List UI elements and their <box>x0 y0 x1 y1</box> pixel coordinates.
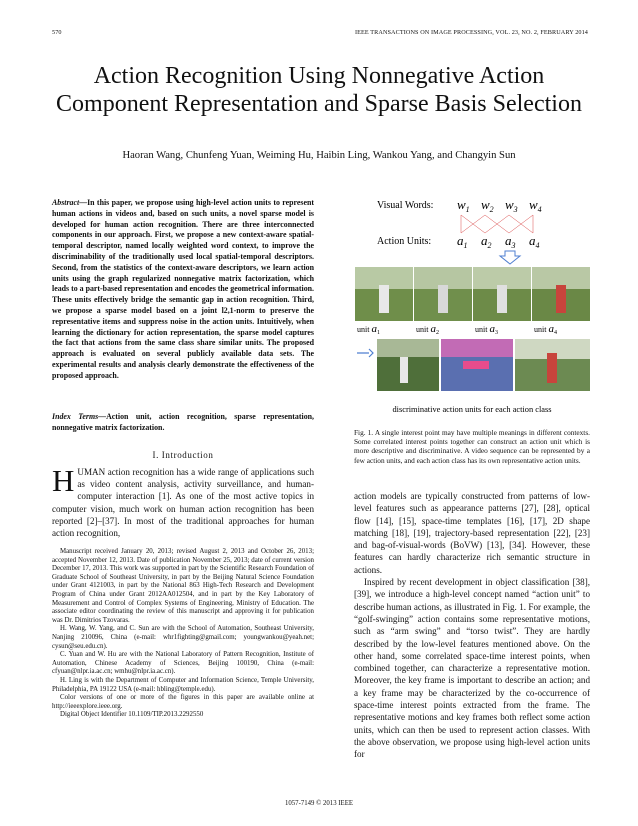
svg-text:w4: $w_4$ <box>529 197 542 214</box>
golf-frames <box>355 267 590 321</box>
unit-3: a <box>505 233 512 248</box>
word-symbols <box>457 197 542 214</box>
svg-text:w3: $w_3$ <box>505 197 518 214</box>
word-4: w <box>529 197 538 212</box>
unit-symbols <box>457 233 540 250</box>
index-terms-label: Index Terms <box>52 412 99 421</box>
abstract-label: Abstract <box>52 198 80 207</box>
abstract: Abstract—In this paper, we propose using high-level action units to represent human actions in videos and, based on such units, a novel sparse model is developed for human action recognition. There are three interconnected components in our approach. First, we propose a new context-aware spatial-temporal descriptor, named locally weighted word context, to improve the discriminability of the traditionally used local spatial-temporal descriptors. Second, from the statistics of the context-aware descriptors, we learn action units using the graph regularized nonnegative matrix factorization, which leads to a part-based representation and encodes the geometrical information. These units effectively bridge the semantic gap in action recognition. Third, we propose a sparse model based on a joint l2,1-norm to preserve the representative items and suppress noise in the action units. Intuitively, when learning the dictionary for action representation, the sparse model captures the fact that actions from the same class share similar units. The proposed approach is evaluated on several publicly available data sets. The experimental results and analysis clearly demonstrate the effectiveness of the proposed approach. <box>52 198 314 380</box>
intro-first-word: UMAN <box>77 467 106 477</box>
right-arrow-icon <box>357 349 373 357</box>
svg-text:a3: $a_3$ <box>505 233 516 250</box>
abstract-text: In this paper, we propose using high-level action units to represent human actions in videos and, based on such units, a novel sparse model is developed for human action recognition. There are three interconnected components in our approach. First, we propose a new context-aware spatial-temporal descriptor, named locally weighted word context, to improve the discriminability of the traditionally used local spatial-temporal descriptors. Second, from the statistics of the context-aware descriptors, we learn action units using the graph regularized nonnegative matrix factorization, which leads to a part-based representation and encodes the geometrical information. These units effectively bridge the semantic gap in action recognition. Third, we propose a sparse model based on a joint l2,1-norm to preserve the representative items and suppress noise in the action units. Intuitively, when learning the dictionary for action representation, the sparse model captures the fact that actions from the same class share similar units. The proposed approach is evaluated on several publicly available data sets. The experimental results and analysis clearly demonstrate the effectiveness of the proposed approach. <box>52 198 314 380</box>
word-3: w <box>505 197 514 212</box>
unit-label-4: unit <box>534 325 547 334</box>
svg-text:unit a3: unit $a_3$ <box>475 323 498 336</box>
intro-text: action recognition has a wide range of applications such as video content analysis, activity surveillance, and human-computer interaction [1]. As one of the most active topics in computer vision, much work on human action recognition has been reported [2]–[37]. In most of the traditional approaches for human action recognition, <box>52 467 314 539</box>
footnote-color: Color versions of one or more of the figures in this paper are available online at http://ieeexplore.ieee.org. <box>52 694 314 710</box>
paper-title: Action Recognition Using Nonnegative Action Component Representation and Sparse Basis Selection <box>56 63 582 117</box>
svg-text:a4: $a_4$ <box>529 233 540 250</box>
running-header: IEEE TRANSACTIONS ON IMAGE PROCESSING, VOL. 23, NO. 2, FEBRUARY 2014 <box>354 29 588 36</box>
footnotes <box>52 548 314 720</box>
figure-caption: Fig. 1. A single interest point may have multiple meanings in different contexts. Some correlated interest points together can construct an action unit which is more descriptive and discriminative. A video sequence can be represented by a few action units, and each action class has its own representative action units. <box>354 428 590 465</box>
footnote-manuscript: Manuscript received January 20, 2013; revised August 2, 2013 and October 26, 2013; accepted November 12, 2013. Date of publication November 25, 2013; date of current version December 17, 2013. This work was supported in part by the Scientific Research Foundation of Graduate School of Southeast University, in part by the Beijing Natural Science Foundation under Grant 4121003, in part by the National 863 High-Tech Research and Development Program of China under Grant 2012AA012504, and in part by the Key Laboratory of Measurement and Control of Complex Systems of Engineering, Ministry of Education. The associate editor coordinating the review of this manuscript and approving it for publication was Dr. Dimitrios Tzovaras. <box>52 548 314 624</box>
svg-text:unit a2: unit $a_2$ <box>416 323 439 336</box>
footnote-affil-1: H. Wang, W. Yang, and C. Sun are with the School of Automation, Southeast University, Nanjing 210096, China (e-mail: whr1fighting@gmail.com; youngwankou@yeah.net; cysun@seu.edu.cn). <box>52 625 314 650</box>
footnote-affil-3: H. Ling is with the Department of Computer and Information Science, Temple University, Philadelphia, PA 19122 USA (e-mail: hbling@temple.edu). <box>52 676 314 693</box>
action-units-label: Action Units: <box>377 236 432 247</box>
svg-text:unit a4: unit $a_4$ <box>534 323 557 336</box>
section-heading: I. Introduction <box>152 450 214 460</box>
down-arrow-icon <box>500 251 520 264</box>
unit-labels <box>357 323 557 336</box>
unit-4: a <box>529 233 536 248</box>
svg-text:w2: $w_2$ <box>481 197 494 214</box>
svg-text:w1: $w_1$ <box>457 197 470 214</box>
unit-label-2: unit <box>416 325 429 334</box>
discriminative-frames <box>377 339 590 391</box>
footnote-doi: Digital Object Identifier 10.1109/TIP.2013.2292550 <box>60 711 204 719</box>
footnote-affil-2: C. Yuan and W. Hu are with the National Laboratory of Pattern Recognition, Institute of Automation, Chinese Academy of Sciences, Beijing 100190, China (e-mail: cfyuan@nlpr.ia.ac.cn; wmhu@nlpr.ia.ac.cn). <box>52 651 314 676</box>
body-paragraph-2: Inspired by recent development in object classification [38], [39], we introduce a high-level concept named “action unit” to describe human actions, as illustrated in Fig. 1. For example, the “golf-swinging” action contains some representative motions, such as “arm swing” and “torso twist”. They are hardly described by the low-level features mentioned above. On the other hand, some correlated space-time interest points, when combined together, can characterize a representative motion. Moreover, the key frame is important to describe an action; and a key frame may be characterized by the co-occurrence of space-time interest points extracted from the frame. The representative motions and key frames both reflect some action units, which can then be used to represent action classes. With the above observation, we propose using high-level action units for <box>354 577 590 760</box>
svg-text:a2: $a_2$ <box>481 233 492 250</box>
figure-1 <box>355 193 590 418</box>
body-paragraph-1: action models are typically constructed from patterns of low-level features such as appearance patterns [27], [28], optical flow [14], [15], space-time templates [16], [17], 2D shape matching [18], [19], trajectory-based representation [22], [23] and bag-of-visual-words (BoVW) [13], [34]. However, these features can hardly characterize rich semantic structure in actions. <box>354 491 590 575</box>
figure-bottom-label: discriminative action units for each action class <box>392 405 552 414</box>
svg-text:unit a1: unit $a_1$ <box>357 323 380 336</box>
unit-2: a <box>481 233 488 248</box>
copyright: 1057-7149 © 2013 IEEE <box>284 800 354 807</box>
unit-label-3: unit <box>475 325 488 334</box>
word-1: w <box>457 197 466 212</box>
index-terms: Index Terms—Action unit, action recognition, sparse representation, nonnegative matrix factorization. <box>52 412 314 432</box>
svg-text:a1: $a_1$ <box>457 233 468 250</box>
author-list: Haoran Wang, Chunfeng Yuan, Weiming Hu, Haibin Ling, Wankou Yang, and Changyin Sun <box>122 150 516 161</box>
word-unit-links <box>461 215 533 233</box>
index-terms-text: Action unit, action recognition, sparse representation, nonnegative matrix factorization. <box>52 412 314 432</box>
page-number: 570 <box>52 29 62 36</box>
intro-paragraph <box>52 463 314 539</box>
dropcap: H <box>52 463 75 498</box>
unit-1: a <box>457 233 464 248</box>
word-2: w <box>481 197 490 212</box>
visual-words-label: Visual Words: <box>377 200 434 211</box>
unit-label-1: unit <box>357 325 370 334</box>
right-column-body <box>354 490 590 761</box>
